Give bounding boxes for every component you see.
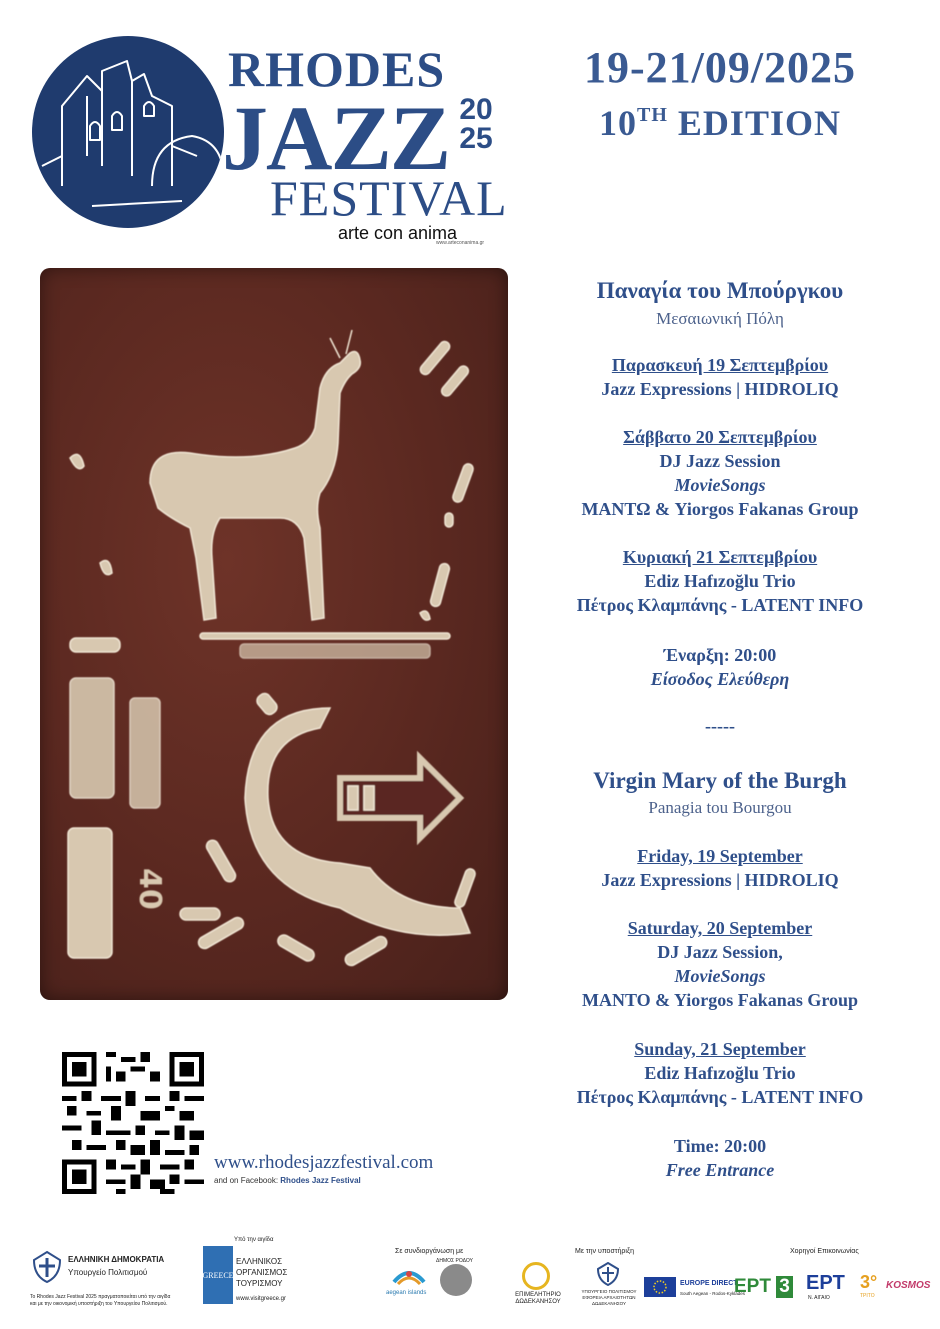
municipality-seal (440, 1264, 472, 1296)
edition-number: 10 (599, 103, 638, 143)
europe-direct: EUROPE DIRECT (680, 1280, 738, 1287)
greek-emblem-icon (30, 1250, 64, 1284)
trito-text: ΤΡΙΤΟ (860, 1293, 875, 1299)
greek-entry: Είσοδος Ελεύθερη (650, 669, 790, 689)
eot-url: www.visitgreece.gr (236, 1296, 287, 1302)
arte-url: www.arteconanima.gr (436, 240, 485, 246)
logo-festival: FESTIVAL (270, 170, 508, 226)
logo-year (456, 93, 496, 155)
support-label: Με την υποστήριξη (575, 1248, 634, 1255)
english-start-time: Time: 20:00 (673, 1136, 767, 1156)
europe-direct-sub: South Aegean - Rodos-Kyklades (680, 1291, 746, 1296)
english-day3-heading: Sunday, 21 September (634, 1039, 806, 1059)
eu-flag-icon (644, 1277, 676, 1297)
ceramic-tile-artwork (40, 268, 508, 1000)
ephoria-line3: ΔΩΔΕΚΑΝΗΣΟΥ (591, 1301, 627, 1306)
qr-code[interactable] (62, 1052, 204, 1194)
logo-year-top: 20 (459, 93, 493, 126)
greece-logo-text: GREECE (202, 1270, 234, 1280)
aegean-islands-text: aegean islands (386, 1290, 427, 1296)
english-day2-act3: MANTO & Yiorgos Fakanas Group (581, 990, 859, 1010)
aegean-islands-logo-icon (388, 1262, 430, 1292)
chamber-text (514, 1292, 562, 1306)
eot-line1: ΕΛΛΗΝΙΚΟΣ (236, 1257, 283, 1266)
greece-logo (203, 1246, 233, 1304)
greek-day3-act1: Ediz Hafızoğlu Trio (644, 571, 796, 591)
greek-republic: ΕΛΛΗΝΙΚΗ ΔΗΜΟΚΡΑΤΙΑ (68, 1255, 165, 1264)
ert3-logo (734, 1276, 793, 1298)
ert-aigaio-logo: ΕΡΤ (806, 1272, 845, 1294)
greek-day3-act2: Πέτρος Κλαμπάνης - LATENT INFO (576, 595, 864, 615)
ert-aigaio-sub: Ν. ΑΙΓΑΙΟ (808, 1295, 830, 1301)
edition-title (520, 102, 920, 144)
english-entry: Free Entrance (665, 1160, 775, 1180)
english-day3-act1: Ediz Hafızoğlu Trio (644, 1063, 796, 1083)
ephoria-line1: ΥΠΟΥΡΓΕΙΟ ΠΟΛΙΤΙΣΜΟΥ (581, 1289, 637, 1294)
logo-emblem (32, 36, 224, 228)
eot-line2: ΟΡΓΑΝΙΣΜΟΣ (236, 1268, 288, 1277)
castle-outline-icon (32, 36, 224, 228)
greek-day2-act1: DJ Jazz Session (659, 451, 781, 471)
ephoria-text (578, 1289, 640, 1307)
qr-code-icon (62, 1052, 204, 1194)
edition-suffix: TH (637, 104, 668, 126)
disclaimer-line1: Το Rhodes Jazz Festival 2025 πραγματοποιείται υπό την αιγίδα (30, 1294, 171, 1300)
ert3-text: ΕΡΤ (734, 1276, 771, 1297)
greek-day1-heading: Παρασκευή 19 Σεπτεμβρίου (611, 355, 829, 375)
greek-day2-act3: ΜΑΝΤΩ & Yiorgos Fakanas Group (581, 499, 859, 519)
facebook-prefix: and on Facebook: (214, 1176, 279, 1185)
logo-rhodes: RHODES (228, 41, 446, 97)
greek-day3-heading: Κυριακή 21 Σεπτεμβρίου (622, 547, 818, 567)
english-venue-title: Virgin Mary of the Burgh (593, 768, 847, 793)
greek-day1-act: Jazz Expressions | HIDROLIQ (601, 379, 839, 399)
english-day1-act: Jazz Expressions | HIDROLIQ (601, 870, 839, 890)
english-day2-act2: MovieSongs (674, 966, 766, 986)
coorg-label: Σε συνδιοργάνωση με (395, 1248, 464, 1255)
facebook-line (214, 1176, 361, 1185)
municipality-text: ΔΗΜΟΣ ΡΟΔΟΥ (436, 1258, 473, 1264)
greek-day2-heading: Σάββατο 20 Σεπτεμβρίου (623, 427, 817, 447)
logo-jazz: JAZZ (222, 87, 450, 189)
svg-text:40: 40 (132, 868, 167, 910)
greek-venue-subtitle: Μεσαιωνική Πόλη (656, 309, 784, 328)
disclaimer-line2: και με την οικονομική υποστήριξη του Υπουργείου Πολιτισμού. (30, 1301, 168, 1307)
edition-word: EDITION (677, 103, 841, 143)
ministry-emblem-icon (596, 1262, 620, 1286)
aegis-label: Υπό την αιγίδα (234, 1237, 274, 1243)
trito-logo-icon: 3° (860, 1272, 878, 1292)
section-separator: ----- (705, 716, 735, 736)
english-day2-act1: DJ Jazz Session, (657, 942, 783, 962)
deer-icon (150, 330, 360, 620)
eot-text (236, 1256, 287, 1289)
festival-dates: 19-21/09/2025 (583, 43, 857, 92)
english-venue-subtitle: Panagia tou Bourgou (648, 798, 792, 817)
sponsors-label: Χορηγοί Επικοινωνίας (790, 1248, 859, 1255)
ministry-culture: Υπουργείο Πολιτισμού (68, 1268, 148, 1277)
kosmos-logo: KOSMOS (886, 1280, 931, 1291)
chamber-line2: ΔΩΔΕΚΑΝΗΣΟΥ (515, 1299, 561, 1305)
english-day2-heading: Saturday, 20 September (627, 918, 813, 938)
chamber-logo-icon (522, 1262, 550, 1290)
website-link[interactable]: www.rhodesjazzfestival.com (214, 1152, 434, 1173)
greek-venue-title: Παναγία του Μπούργκου (596, 278, 844, 303)
english-day3-act2: Πέτρος Κλαμπάνης - LATENT INFO (576, 1087, 864, 1107)
ephoria-line2: ΕΦΟΡΕΙΑ ΑΡΧΑΙΟΤΗΤΩΝ (582, 1295, 636, 1300)
facebook-link[interactable]: Rhodes Jazz Festival (280, 1176, 361, 1185)
chamber-line1: ΕΠΙΜΕΛΗΤΗΡΙΟ (515, 1292, 561, 1298)
tile-relief-art (40, 268, 508, 1000)
greek-day2-act2: MovieSongs (674, 475, 766, 495)
ert3-number: 3 (776, 1276, 793, 1298)
arte-con-anima: arte con anima (338, 223, 458, 243)
logo-year-bottom: 25 (459, 121, 493, 155)
english-day1-heading: Friday, 19 September (637, 846, 803, 866)
greek-start-time: Έναρξη: 20:00 (663, 645, 777, 665)
eot-line3: ΤΟΥΡΙΣΜΟΥ (236, 1279, 283, 1288)
